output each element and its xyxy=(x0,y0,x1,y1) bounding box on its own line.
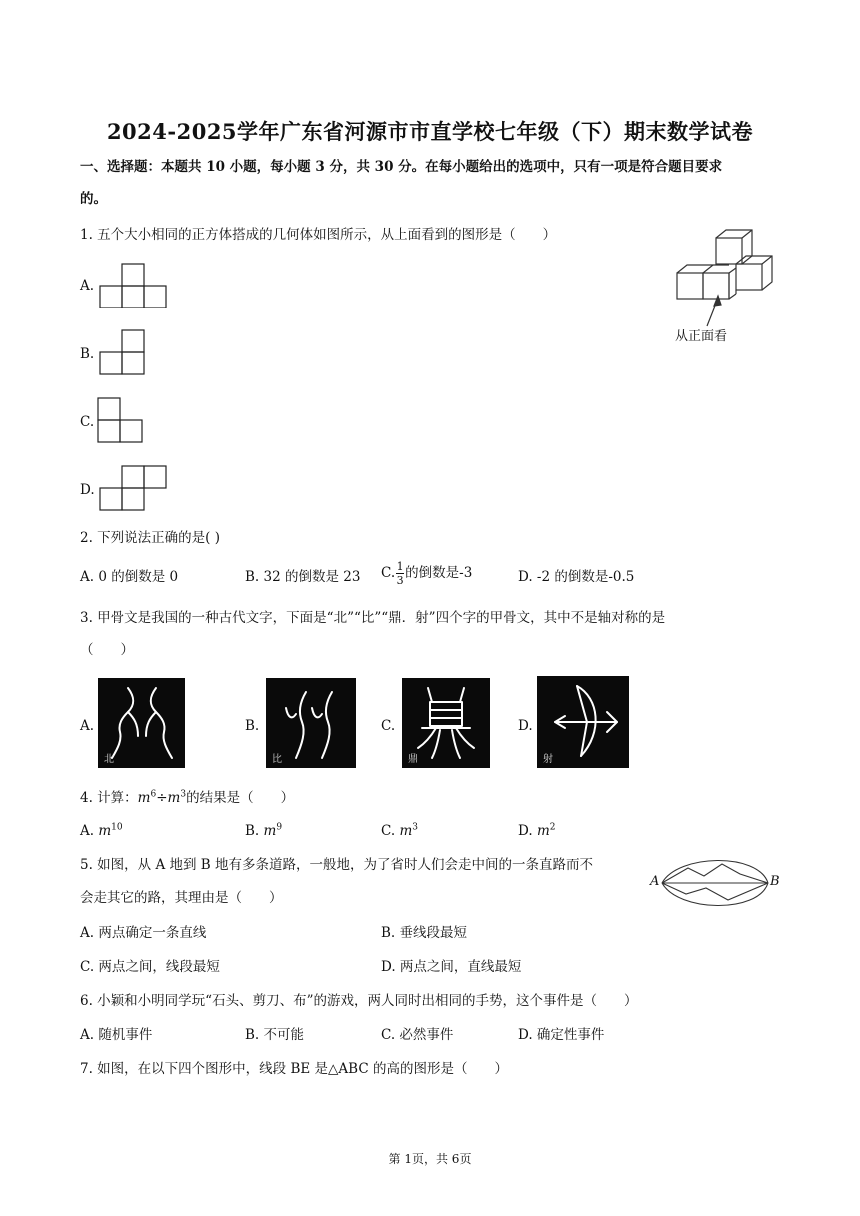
q2-option-c xyxy=(381,558,472,588)
q3-option-c-image xyxy=(402,678,490,768)
q3-option-a-label: A. xyxy=(80,718,95,734)
q3-option-d-image xyxy=(537,676,629,768)
q5-point-b: B xyxy=(770,874,780,889)
q4-exp-1: 6 xyxy=(150,789,157,800)
q2-option-a: A. 0 的倒数是 0 xyxy=(80,569,179,585)
q4-stem-prefix: 4. 计算： xyxy=(80,790,138,806)
q4-operator: ÷ xyxy=(156,790,168,806)
q4-base-1: m xyxy=(137,790,151,806)
q2-option-c-prefix: C. xyxy=(381,565,396,581)
q4-stem-suffix: 的结果是（ ） xyxy=(186,790,295,806)
q5-roads-figure xyxy=(648,850,788,920)
question-1-stem: 1. 五个大小相同的正方体搭成的几何体如图所示，从上面看到的图形是（ ） xyxy=(80,227,557,243)
question-3-stem: 3. 甲骨文是我国的一种古代文字，下面是“北”“比”“鼎．射”四个字的甲骨文，其中不是轴对称的是 xyxy=(80,610,666,626)
question-5-stem-cont: 会走其它的路，其理由是（ ） xyxy=(80,890,283,906)
question-4-stem xyxy=(80,789,294,807)
q6-option-c: C. 必然事件 xyxy=(381,1027,454,1043)
q2-option-c-denominator: 3 xyxy=(396,574,404,587)
q4-option-d-base: m xyxy=(536,823,550,839)
q3-option-a-image xyxy=(98,678,185,768)
q1-option-a-label: A. xyxy=(80,278,95,294)
q4-option-c-exp: 3 xyxy=(412,822,418,833)
q3-option-a-char: 北 xyxy=(104,754,114,765)
q4-option-c-letter: C. xyxy=(381,823,396,839)
q2-option-c-numerator: 1 xyxy=(396,560,404,573)
q3-option-c-char: 鼎 xyxy=(408,754,418,765)
q6-option-b: B. 不可能 xyxy=(245,1027,305,1043)
q4-option-b xyxy=(245,822,282,840)
q4-option-b-base: m xyxy=(263,823,277,839)
q4-option-d-exp: 2 xyxy=(549,822,556,833)
section-heading-cont: 的。 xyxy=(80,191,107,207)
q2-option-c-fraction xyxy=(396,561,404,586)
page-footer: 第 1页，共 6页 xyxy=(388,1152,472,1166)
question-5-stem: 5. 如图，从 A 地到 B 地有多条道路，一般地，为了省时人们会走中间的一条直路而不 xyxy=(80,857,594,873)
q3-option-d-label: D. xyxy=(518,718,533,734)
q5-option-c: C. 两点之间，线段最短 xyxy=(80,959,220,975)
q2-option-c-suffix: 的倒数是-3 xyxy=(405,565,473,581)
q4-exp-2: 3 xyxy=(180,789,187,800)
q3-option-b-char: 比 xyxy=(272,754,282,765)
q5-point-a: A xyxy=(650,874,660,889)
q4-option-a-exp: 10 xyxy=(111,822,123,833)
q4-option-b-exp: 9 xyxy=(276,822,283,833)
q4-option-d-letter: D. xyxy=(518,823,533,839)
q3-option-b-label: B. xyxy=(245,718,260,734)
q1-option-d-label: D. xyxy=(80,482,95,498)
q3-option-c-label: C. xyxy=(381,718,396,734)
q3-option-b-image xyxy=(266,678,356,768)
q4-option-b-letter: B. xyxy=(245,823,260,839)
q1-option-b-figure xyxy=(98,328,148,376)
q6-option-a: A. 随机事件 xyxy=(80,1027,153,1043)
q4-option-d xyxy=(518,822,555,840)
q4-base-2: m xyxy=(167,790,181,806)
question-7-stem: 7. 如图，在以下四个图形中，线段 BE 是△ABC 的高的图形是（ ） xyxy=(80,1061,508,1077)
q2-option-d: D. -2 的倒数是-0.5 xyxy=(518,569,635,585)
q4-option-a-base: m xyxy=(98,823,112,839)
q1-option-d-figure xyxy=(98,464,170,512)
question-3-stem-cont: （ ） xyxy=(80,642,134,658)
q6-option-d: D. 确定性事件 xyxy=(518,1027,605,1043)
q1-option-a-figure xyxy=(98,262,170,308)
q4-option-c-base: m xyxy=(399,823,413,839)
q5-option-d: D. 两点之间，直线最短 xyxy=(381,959,522,975)
q1-option-c-label: C. xyxy=(80,414,95,430)
page-title: 2024-2025学年广东省河源市市直学校七年级（下）期末数学试卷 xyxy=(106,119,754,144)
question-2-stem: 2. 下列说法正确的是( ) xyxy=(80,530,220,546)
question-6-stem: 6. 小颖和小明同学玩“石头、剪刀、布”的游戏，两人同时出相同的手势，这个事件是（ ） xyxy=(80,993,638,1009)
q5-option-b: B. 垂线段最短 xyxy=(381,925,468,941)
q1-figure-caption: 从正面看 xyxy=(675,329,728,344)
q4-option-c xyxy=(381,822,418,840)
section-heading: 一、选择题：本题共 10 小题，每小题 3 分，共 30 分。在每小题给出的选项中，只有一项是符合题目要求 xyxy=(80,159,723,175)
q4-option-a xyxy=(80,822,123,840)
q4-option-a-letter: A. xyxy=(80,823,95,839)
q3-option-d-char: 射 xyxy=(543,754,553,765)
q1-option-b-label: B. xyxy=(80,346,95,362)
q2-option-b: B. 32 的倒数是 23 xyxy=(245,569,361,585)
q5-option-a: A. 两点确定一条直线 xyxy=(80,925,207,941)
q1-option-c-figure xyxy=(96,396,146,444)
